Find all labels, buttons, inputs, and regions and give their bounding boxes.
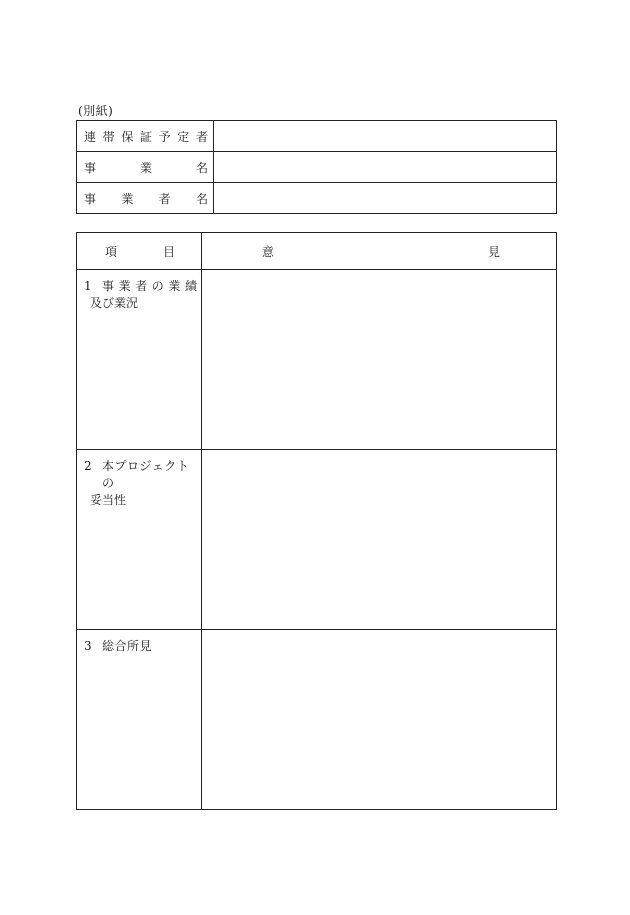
section-row-2 <box>77 450 557 630</box>
project-name-value[interactable] <box>214 152 557 183</box>
label-char: 定 <box>177 129 190 144</box>
section-opinion-2[interactable] <box>202 450 557 630</box>
label-char: 業 <box>168 279 181 293</box>
label-char: 意 <box>262 244 275 259</box>
label-char: 保 <box>121 129 134 144</box>
section-title-line2: 及び業況 <box>90 296 139 310</box>
project-name-label <box>77 152 214 183</box>
label-char: 連 <box>84 129 97 144</box>
section-item-3 <box>77 630 202 810</box>
label-char: 名 <box>195 160 208 175</box>
attachment-label: (別紙) <box>78 104 114 118</box>
label-char: 項 <box>105 244 118 259</box>
info-table <box>76 120 557 214</box>
section-number: 3 <box>84 639 92 653</box>
label-char: 見 <box>487 244 500 259</box>
section-title-line2: 妥当性 <box>90 493 127 507</box>
label-char: 業 <box>139 160 152 175</box>
section-number: 1 <box>84 279 92 293</box>
label-char: 事 <box>102 279 115 293</box>
info-row-project-name <box>77 152 557 183</box>
label-char: 業 <box>118 279 131 293</box>
opinion-table-header <box>77 233 557 270</box>
section-item-1 <box>77 270 202 450</box>
section-opinion-3[interactable] <box>202 630 557 810</box>
guarantor-value[interactable] <box>214 121 557 152</box>
label-char: 績 <box>184 279 197 293</box>
label-char: の <box>151 279 164 293</box>
label-char: 予 <box>158 129 171 144</box>
header-opinion <box>202 233 557 270</box>
label-char: 者 <box>135 279 148 293</box>
section-row-1 <box>77 270 557 450</box>
section-row-3 <box>77 630 557 810</box>
section-title-line1: 本プロジェクトの <box>102 459 190 490</box>
section-item-2 <box>77 450 202 630</box>
info-row-operator-name <box>77 183 557 214</box>
section-number: 2 <box>84 459 92 473</box>
operator-name-value[interactable] <box>214 183 557 214</box>
opinion-table <box>76 232 557 810</box>
label-char: 者 <box>158 191 171 206</box>
label-char: 名 <box>195 191 208 206</box>
section-title-line1 <box>102 278 197 295</box>
label-char: 事 <box>84 160 97 175</box>
label-char: 証 <box>139 129 152 144</box>
label-char: 者 <box>195 129 208 144</box>
operator-name-label <box>77 183 214 214</box>
label-char: 事 <box>84 191 97 206</box>
label-char: 業 <box>121 191 134 206</box>
label-char: 帯 <box>102 129 115 144</box>
guarantor-label <box>77 121 214 152</box>
section-opinion-1[interactable] <box>202 270 557 450</box>
header-item <box>77 233 202 270</box>
label-char: 目 <box>162 244 175 259</box>
info-row-guarantor <box>77 121 557 152</box>
section-title-line1: 総合所見 <box>102 639 153 653</box>
